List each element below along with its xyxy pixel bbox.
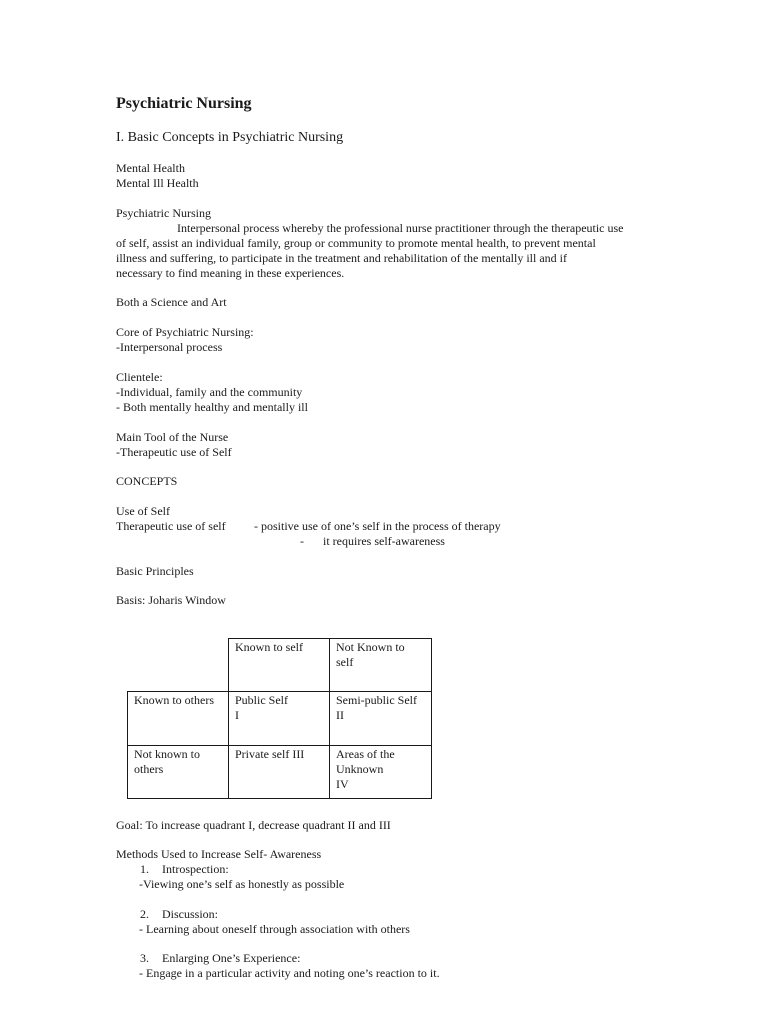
method-label: Introspection: [162, 862, 229, 876]
cell-text: Areas of the [336, 747, 395, 761]
method-number: 3. [140, 951, 149, 965]
definition-line: necessary to find meaning in these experiences. [116, 266, 345, 280]
method-number: 2. [140, 907, 149, 921]
use-of-self-heading: Use of Self [116, 504, 170, 518]
therapeutic-use-label: Therapeutic use of self [116, 519, 226, 533]
requires-self-awareness: it requires self-awareness [323, 534, 445, 548]
cell-text: Not Known to [336, 640, 405, 654]
cell-text: Not known to [134, 747, 200, 761]
method-description: -Viewing one’s self as honestly as possible [139, 877, 345, 891]
cell-text: Semi-public Self [336, 693, 417, 707]
definition-line: Interpersonal process whereby the professional nurse practitioner through the therapeutic use [177, 221, 624, 235]
core-heading: Core of Psychiatric Nursing: [116, 325, 254, 339]
therapeutic-use-definition: - positive use of one’s self in the process of therapy [254, 519, 501, 533]
cell-text: IV [336, 777, 349, 791]
cell-text: II [336, 708, 344, 722]
row-not-known-to-others [128, 746, 229, 799]
definition-line: illness and suffering, to participate in the treatment and rehabilitation of the mentally ill and if [116, 251, 567, 265]
clientele-heading: Clientele: [116, 370, 163, 384]
goal-line: Goal: To increase quadrant I, decrease quadrant II and III [116, 818, 391, 832]
table-row [128, 639, 432, 692]
mental-ill-health-line: Mental Ill Health [116, 176, 199, 190]
core-item: -Interpersonal process [116, 340, 223, 354]
basis-line: Basis: Joharis Window [116, 593, 226, 607]
basic-principles-heading: Basic Principles [116, 564, 194, 578]
table-row [128, 692, 432, 746]
quadrant-unknown [330, 746, 432, 799]
cell-text: Unknown [336, 762, 384, 776]
clientele-item: -Individual, family and the community [116, 385, 303, 399]
method-number: 1. [140, 862, 149, 876]
quadrant-private-self [229, 746, 330, 799]
header-known-to-self [229, 639, 330, 692]
quadrant-public-self [229, 692, 330, 746]
requires-dash: - [300, 534, 304, 548]
method-label: Discussion: [162, 907, 219, 921]
method-description: - Learning about oneself through association with others [139, 922, 410, 936]
main-tool-item: -Therapeutic use of Self [116, 445, 232, 459]
cell-text: others [134, 762, 164, 776]
psychiatric-nursing-heading: Psychiatric Nursing [116, 206, 211, 220]
johari-window-table [127, 638, 432, 799]
section-heading: I. Basic Concepts in Psychiatric Nursing [116, 130, 344, 145]
header-not-known-to-self [330, 639, 432, 692]
clientele-item: - Both mentally healthy and mentally ill [116, 400, 308, 414]
methods-heading: Methods Used to Increase Self- Awareness [116, 847, 322, 861]
science-art-line: Both a Science and Art [116, 295, 227, 309]
cell-text: I [235, 708, 239, 722]
table-row [128, 746, 432, 799]
definition-line: of self, assist an individual family, group or community to promote mental health, to prevent mental [116, 236, 596, 250]
method-description: - Engage in a particular activity and noting one’s reaction to it. [139, 966, 440, 980]
concepts-heading: CONCEPTS [116, 474, 178, 488]
mental-health-line: Mental Health [116, 161, 185, 175]
cell-text: Known to others [134, 693, 214, 707]
cell-text: self [336, 655, 354, 669]
document-title: Psychiatric Nursing [116, 95, 252, 112]
table-corner-cell [128, 639, 229, 692]
method-label: Enlarging One’s Experience: [162, 951, 301, 965]
main-tool-heading: Main Tool of the Nurse [116, 430, 229, 444]
quadrant-semi-public-self [330, 692, 432, 746]
cell-text: Private self III [235, 747, 305, 761]
cell-text: Known to self [235, 640, 303, 654]
cell-text: Public Self [235, 693, 288, 707]
row-known-to-others [128, 692, 229, 746]
